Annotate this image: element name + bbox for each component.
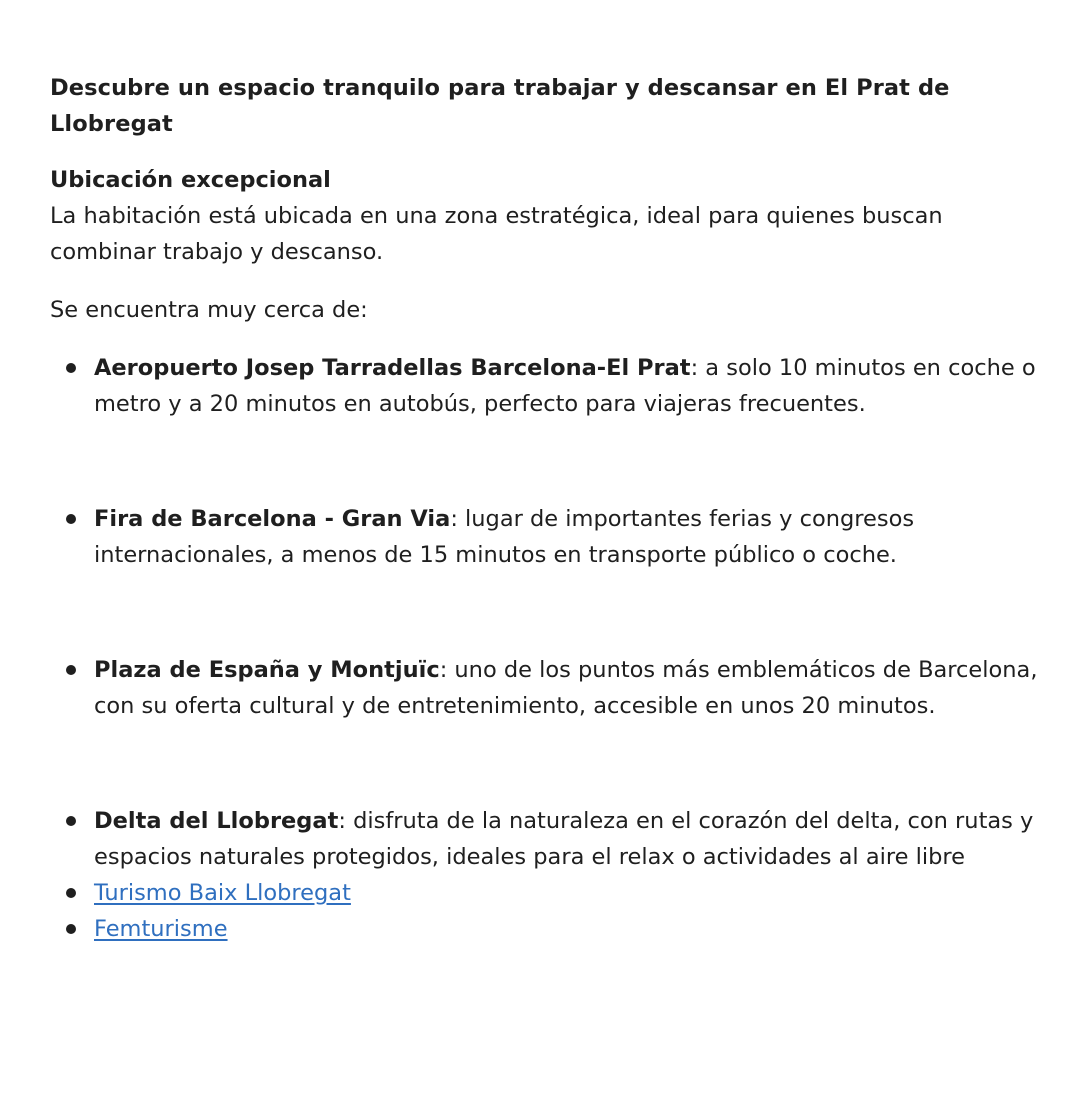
place-description-plaza-espana: : uno de los puntos más emblemáticos de Barcelona, con su oferta cultural y de entretenimiento, accesible en unos 20 minutos. xyxy=(94,657,1038,719)
list-item-link-femturisme xyxy=(50,911,1040,947)
bullet-icon xyxy=(66,924,76,934)
place-name-plaza-espana: Plaza de España y Montjuïc xyxy=(94,657,440,683)
near-intro-text: Se encuentra muy cerca de: xyxy=(50,297,368,323)
document-body xyxy=(50,70,1040,947)
link-turismo-baix-llobregat[interactable]: Turismo Baix Llobregat xyxy=(94,880,351,906)
bullet-icon xyxy=(66,363,76,373)
places-list xyxy=(50,350,1040,947)
list-item-delta xyxy=(50,803,1040,875)
location-text: La habitación está ubicada en una zona estratégica, ideal para quienes buscan combinar trabajo y descanso. xyxy=(50,203,943,265)
list-item-airport xyxy=(50,350,1040,422)
location-heading: Ubicación excepcional xyxy=(50,167,331,193)
place-name-airport: Aeropuerto Josep Tarradellas Barcelona-El Prat xyxy=(94,355,691,381)
place-description-fira: : lugar de importantes ferias y congresos internacionales, a menos de 15 minutos en transporte público o coche. xyxy=(94,506,915,568)
list-item-fira xyxy=(50,501,1040,573)
place-name-fira: Fira de Barcelona - Gran Via xyxy=(94,506,451,532)
bullet-icon xyxy=(66,816,76,826)
bullet-icon xyxy=(66,514,76,524)
link-femturisme[interactable]: Femturisme xyxy=(94,916,228,942)
bullet-icon xyxy=(66,888,76,898)
bullet-icon xyxy=(66,665,76,675)
page-title: Descubre un espacio tranquilo para trabajar y descansar en El Prat de Llobregat xyxy=(50,75,950,137)
place-name-delta: Delta del Llobregat xyxy=(94,808,339,834)
place-description-airport: : a solo 10 minutos en coche o metro y a 20 minutos en autobús, perfecto para viajeras frecuentes. xyxy=(94,355,1036,417)
list-item-link-turismo xyxy=(50,875,1040,911)
place-description-delta: : disfruta de la naturaleza en el corazón del delta, con rutas y espacios naturales protegidos, ideales para el relax o actividades al aire libre xyxy=(94,808,1034,870)
list-item-plaza-espana xyxy=(50,652,1040,724)
